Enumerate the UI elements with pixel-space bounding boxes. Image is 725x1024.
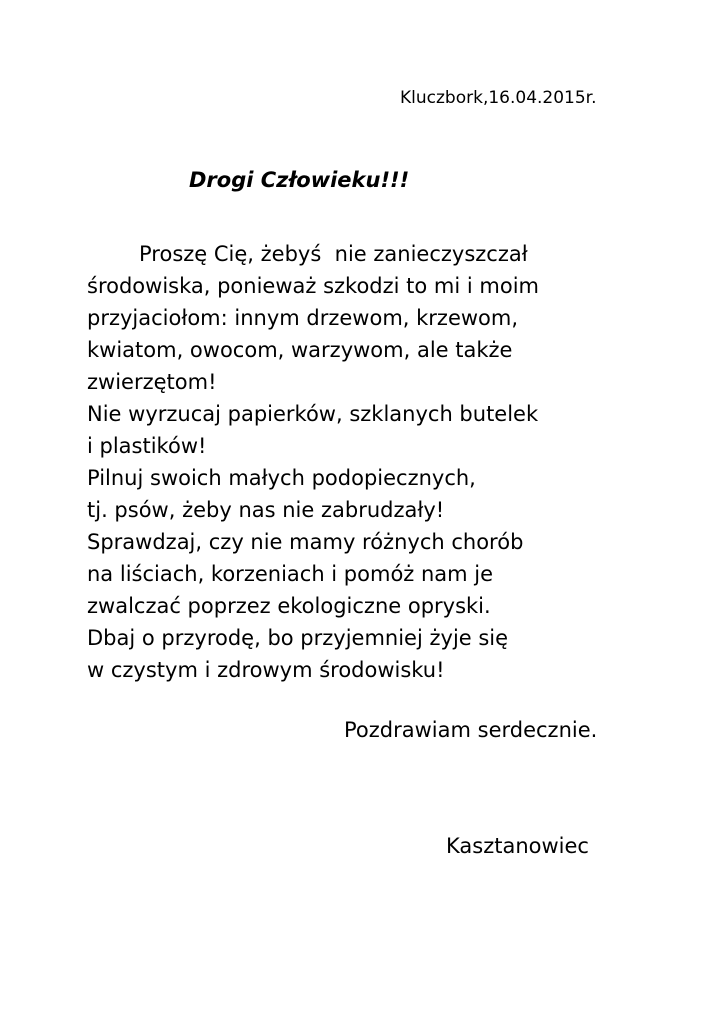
body-line: zwalczać poprzez ekologiczne opryski. — [87, 594, 491, 618]
body-line: Proszę Cię, żebyś nie zanieczyszczał — [139, 242, 528, 266]
closing: Pozdrawiam serdecznie. — [344, 718, 598, 742]
place-date: Kluczbork,16.04.2015r. — [400, 88, 597, 108]
body-line: Dbaj o przyrodę, bo przyjemniej żyje się — [87, 626, 509, 650]
signature: Kasztanowiec — [446, 834, 589, 858]
body-line: Sprawdzaj, czy nie mamy różnych chorób — [87, 530, 524, 554]
body-line: przyjaciołom: innym drzewom, krzewom, — [87, 306, 519, 330]
body-line: tj. psów, żeby nas nie zabrudzały! — [87, 498, 445, 522]
body-line: w czystym i zdrowym środowisku! — [87, 658, 445, 682]
letter-body — [87, 238, 539, 686]
salutation: Drogi Człowieku!!! — [189, 168, 410, 192]
body-line: i plastików! — [87, 434, 207, 458]
body-line: środowiska, ponieważ szkodzi to mi i moim — [87, 274, 540, 298]
body-line: zwierzętom! — [87, 370, 217, 394]
body-line: Nie wyrzucaj papierków, szklanych butelek — [87, 402, 539, 426]
body-line: kwiatom, owocom, warzywom, ale także — [87, 338, 513, 362]
body-line: na liściach, korzeniach i pomóż nam je — [87, 562, 494, 586]
body-line: Pilnuj swoich małych podopiecznych, — [87, 466, 476, 490]
